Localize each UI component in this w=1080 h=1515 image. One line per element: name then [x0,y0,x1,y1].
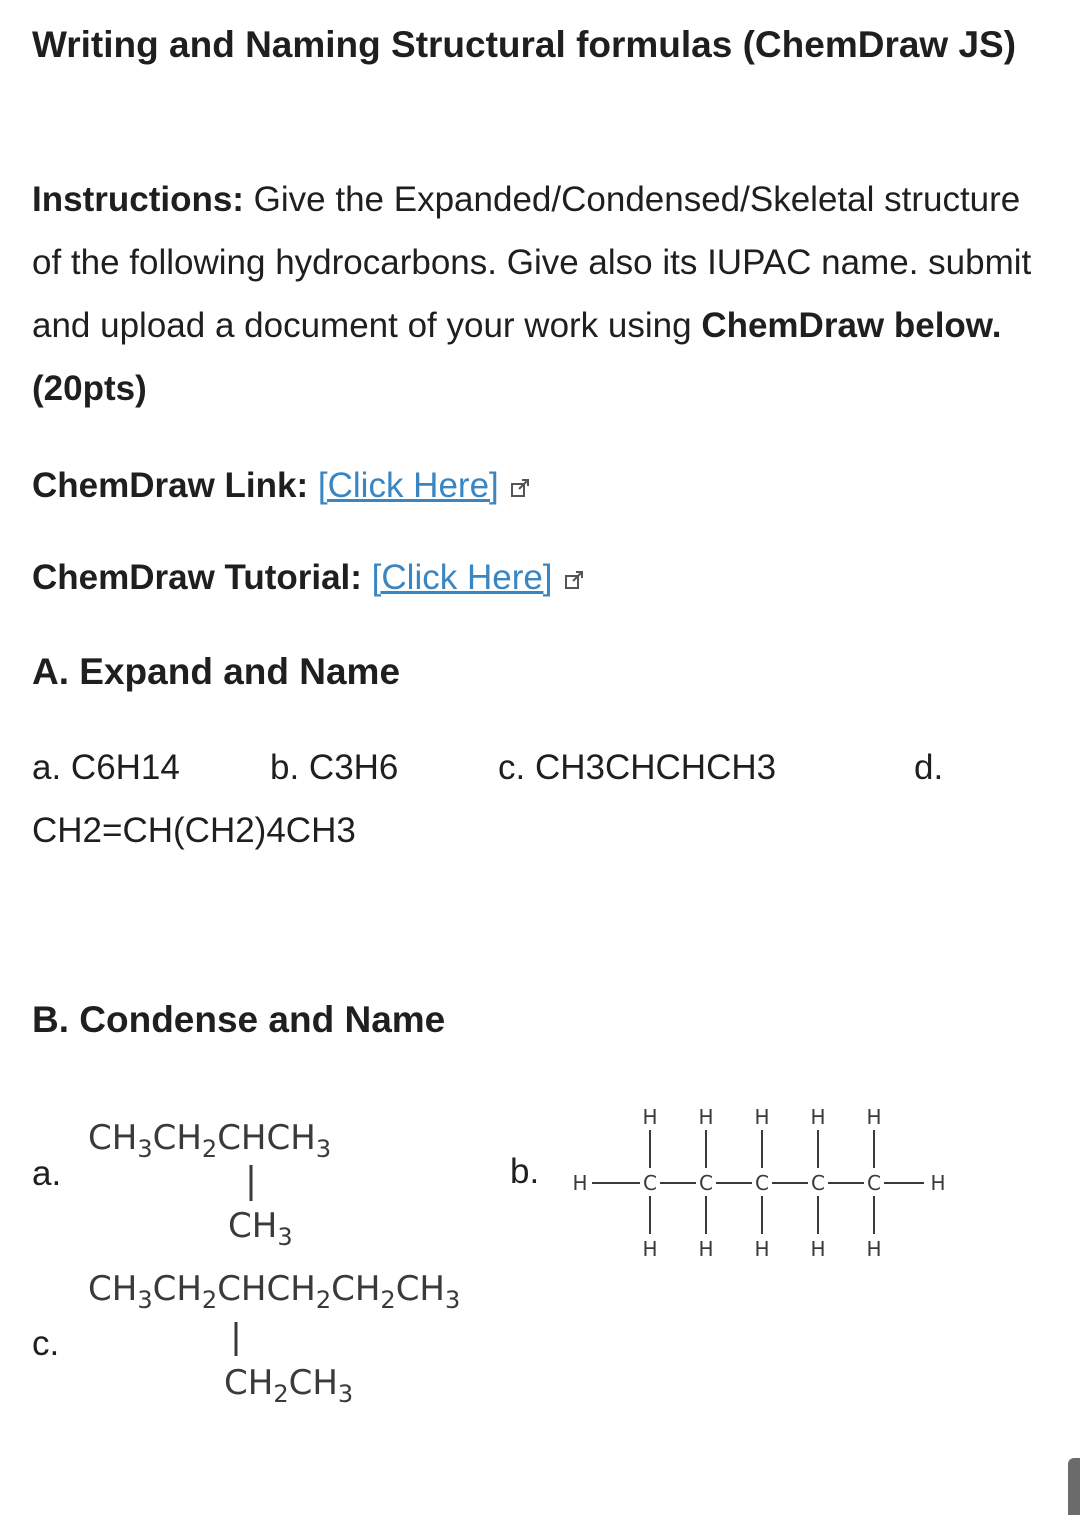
structure-c-main-chain: $CH_3CH_2CHCH_2CH_2CH_3$ [88,1269,461,1314]
atom-c: C [643,1171,657,1195]
question-b-b-label: b. [510,1152,540,1191]
scrollbar-thumb[interactable] [1068,1458,1080,1515]
question-b-a-label: a. [32,1154,62,1193]
structure-a-main-chain: $CH_3CH_2CHCH_3$ [88,1118,332,1163]
structure-a-branch: $CH_3$ [228,1206,293,1251]
instructions-label: Instructions: [32,180,244,219]
chemdraw-tutorial-label: ChemDraw Tutorial: [32,558,362,597]
atom-h-bottom: H [642,1237,658,1260]
page-title: Writing and Naming Structural formulas (ChemDraw JS) [32,24,1017,65]
question-b-formula: b. C3H6 [270,748,399,787]
atom-c: C [867,1171,881,1195]
atom-h-left: H [572,1171,588,1195]
chemdraw-link[interactable]: [Click Here] [317,466,499,505]
instructions-bold-tail: ChemDraw below. (20pts) [32,306,1002,408]
section-b-heading: B. Condense and Name [32,999,446,1040]
question-d-formula: CH2=CH(CH2)4CH3 [32,811,356,850]
external-link-icon[interactable] [563,569,585,591]
structure-c-branch: $CH_2CH_3$ [224,1363,354,1408]
chemdraw-link-label: ChemDraw Link: [32,466,309,505]
atom-h-top: H [642,1105,658,1129]
chemdraw-link-row [32,464,531,508]
atom-h-top: H [698,1105,714,1129]
atom-h-top: H [810,1105,826,1129]
atom-h-bottom: H [810,1237,826,1260]
instructions-body: Give the Expanded/Condensed/Skeletal structure of the following hydrocarbons. Give also its IUPAC name. submit and upload a document of your work using [32,180,1032,345]
atom-c: C [811,1171,825,1195]
question-d-label: d. [914,748,944,787]
chemdraw-tutorial-link[interactable]: [Click Here] [371,558,553,597]
structure-b-diagram [560,1100,960,1260]
question-a-formula: a. C6H14 [32,748,180,787]
instructions-text [32,168,1042,420]
question-b-c-label: c. [32,1324,60,1363]
structure-c-diagram [80,1260,500,1430]
atom-c: C [755,1171,769,1195]
external-link-icon[interactable] [509,477,531,499]
atom-h-top: H [866,1105,882,1129]
chemdraw-tutorial-row [32,556,585,600]
section-a-heading: A. Expand and Name [32,651,401,692]
atom-h-right: H [930,1171,946,1195]
atom-h-bottom: H [698,1237,714,1260]
atom-h-top: H [754,1105,770,1129]
question-c-formula: c. CH3CHCHCH3 [498,748,777,787]
atom-c: C [699,1171,713,1195]
structure-a-diagram [80,1105,400,1265]
atom-h-bottom: H [866,1237,882,1260]
atom-h-bottom: H [754,1237,770,1260]
